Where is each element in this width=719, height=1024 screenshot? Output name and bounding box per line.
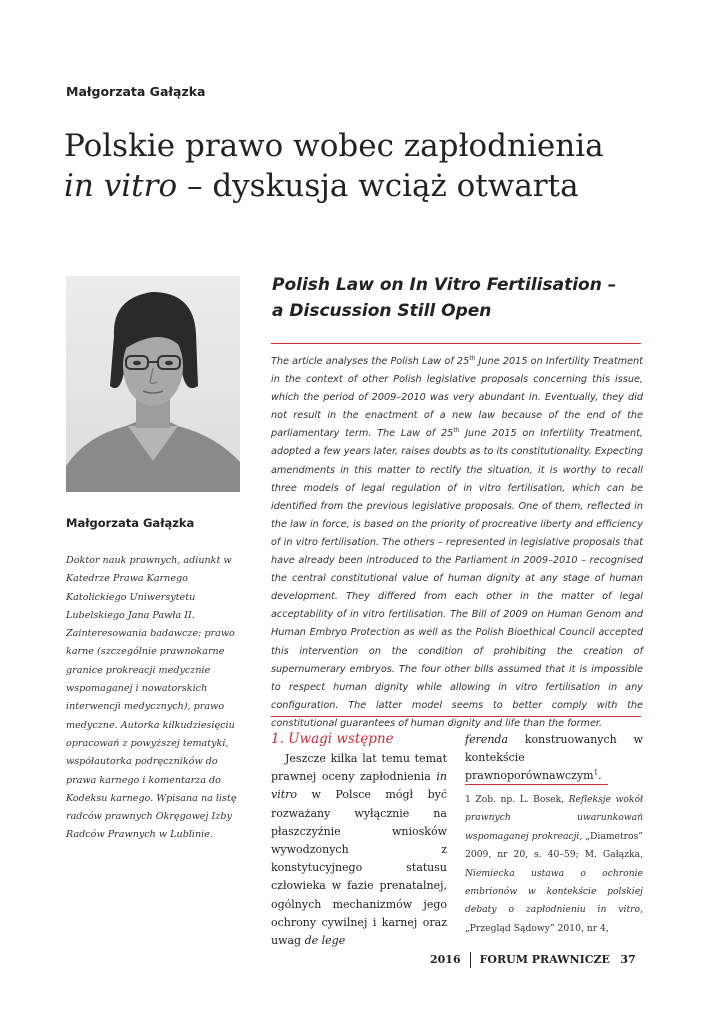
abstract-top-rule <box>271 343 641 344</box>
abstract-text: The article analyses the Polish Law of 25 <box>271 356 470 367</box>
body-column-right <box>465 731 643 786</box>
footnote-text: Zob. np. L. Bosek, <box>470 794 569 805</box>
abstract-bottom-rule <box>271 716 641 717</box>
english-title-line1: Polish Law on In Vitro Fertilisation – <box>272 275 617 295</box>
author-name-sidebar: Małgorzata Gałązka <box>66 516 195 530</box>
author-name-header: Małgorzata Gałązka <box>66 84 206 99</box>
footnote-rule <box>465 784 608 785</box>
footer-divider <box>470 952 471 968</box>
article-title <box>64 126 664 206</box>
page-number: 37 <box>620 953 636 966</box>
body-text: w Polsce mógł być rozważany wyłącznie na płaszczyźnie wniosków wywodzonych z konstytucyjnego statusu człowieka w fazie prenatalnej, ogólnych mechanizmów jego ochrony cywilnej i karnej oraz uwag <box>271 788 447 948</box>
abstract-sup: th <box>453 427 460 435</box>
footnote-ref: 1 <box>593 768 599 777</box>
title-line1: Polskie prawo wobec zapłodnienia <box>64 128 604 164</box>
footnote <box>465 791 643 938</box>
abstract-text: June 2015 on Infertility Treatment, adopted a few years later, raises doubts as to its constitutionality. Expecting amendments in this matter to rectify the situation, it is worthy to recall three models of legal regulation of in vitro fertilisation, which can be identified from the previous legislative proposals. One of them, reflected in the law in force, is based on the priority of procreative liberty and efficiency of in vitro fertilisation. The others – represented in legislative proposals that have already been introduced to the Parliament in 2009–2010 – recognised the central constitutional value of human dignity at any stage of human development. They differed from each other in the matter of legal acceptability of in vitro fertilisation. The Bill of 2009 on Human Genom and Human Embryo Protection as well as the Polish Bioethical Council accepted this intervention on the condition of prohibiting the creation of supernumerary embryos. The four other bills assumed that it is impossible to respect human dignity while allowing in vitro fertilisation in any configuration. The latter model seems to better comply with the constitutional guarantees of human dignity and life than the former. <box>271 428 643 729</box>
footnote-text: , „Przegląd Sądowy” 2010, nr 4, <box>465 904 643 934</box>
section-heading: 1. Uwagi wstępne <box>271 731 394 747</box>
author-bio: Doktor nauk prawnych, adiunkt w Katedrze Prawa Karnego Katolickiego Uniwersytetu Lubelskiego Jana Pawła II. Zainteresowania badawcze: prawo karne (szczególnie prawnokarne granice prokreacji medycznie wspomaganej i nowatorskich interwencji medycznych), prawo medyczne. Autorka kilkudziesięciu opracowań z powyższej tematyki, współautorka podręczników do prawa karnego i komentarza do Kodeksu karnego. Wpisana na listę radców prawnych Okręgowej Izby Radców Prawnych w Lublinie. <box>66 555 237 841</box>
body-paragraph <box>271 750 447 950</box>
page-footer <box>430 952 636 968</box>
body-text: Jeszcze kilka lat temu temat prawnej oceny zapłodnienia <box>271 752 447 784</box>
author-photo <box>66 276 240 492</box>
english-title <box>272 272 652 324</box>
body-italic: de lege <box>304 934 346 948</box>
footer-year: 2016 <box>430 953 461 966</box>
footnote-italic: Refleksje wokół prawnych uwarunkowań wspomaganej prokreacji <box>465 794 644 842</box>
body-italic: in vitro <box>271 770 447 802</box>
author-portrait-image <box>66 276 240 492</box>
abstract-sup: th <box>469 354 476 362</box>
title-italic: in vitro <box>64 168 178 204</box>
footnote-number: 1 <box>465 794 471 805</box>
title-line2: – dyskusja wciąż otwarta <box>177 168 579 204</box>
english-abstract <box>271 353 643 733</box>
body-italic: ferenda <box>465 733 509 746</box>
english-title-line2: a Discussion Still Open <box>272 301 492 321</box>
footnote-text: , „Diametros” 2009, nr 20, s. 40–59; M. Gałązka, <box>465 830 643 861</box>
body-text: . <box>598 769 602 783</box>
body-column-left <box>271 750 447 950</box>
footnote-italic: Niemiecka ustawa o ochronie embrionów w kontekście polskiej debaty o zapłodnieniu in vitro <box>465 867 643 916</box>
body-text: konstruowanych w kontekście prawnoporównawczym <box>465 733 643 783</box>
footer-journal: FORUM PRAWNICZE <box>479 953 610 966</box>
abstract-text: June 2015 on Infertility Treatment in the context of other Polish legislative proposals concerning this issue, which the period of 2009–2010 was very abundant in. Eventually, they did not result in the enactment of a new law because of the end of the parliamentary term. The Law of 25 <box>271 356 643 440</box>
